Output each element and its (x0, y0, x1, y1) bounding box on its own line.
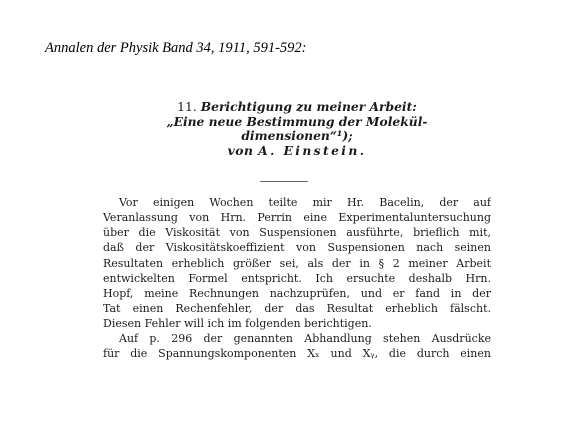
body-line: Resultaten erheblich größer sei, als der in § 2 meiner Arbeit (103, 256, 491, 270)
author-prefix: von (227, 142, 254, 158)
title-line-1 (100, 100, 494, 115)
title-line-3: dimensionen“¹); (241, 128, 353, 143)
body-line: Vor einigen Wochen teilte mir Hr. Bacelin, der auf (119, 196, 491, 209)
author-name: A. Einstein. (258, 142, 367, 158)
body-line: Auf p. 296 der genannten Abhandlung stehen Ausdrücke (119, 332, 491, 346)
body-line: Diesen Fehler will ich im folgenden berichtigen. (103, 317, 372, 331)
citation-header: Annalen der Physik Band 34, 1911, 591-592: (45, 40, 307, 56)
body-line: entwickelten Formel entspricht. Ich ersuchte deshalb Hrn. (103, 271, 491, 285)
article-number: 11. (177, 100, 197, 114)
body-line: Tat einen Rechenfehler, der das Resultat erheblich fälscht. (103, 301, 491, 315)
title-text-1: Berichtigung zu meiner Arbeit: (200, 99, 417, 114)
author-line (100, 144, 494, 159)
body-text (103, 195, 491, 362)
separator-rule (260, 181, 308, 182)
article-title (100, 100, 494, 158)
body-line: über die Viskosität von Suspensionen ausführte, brieflich mit, (103, 226, 491, 240)
body-line: Hopf, meine Rechnungen nachzuprüfen, und er fand in der (103, 286, 491, 300)
title-line-2: „Eine neue Bestimmung der Molekül- (166, 113, 428, 129)
body-line: daß der Viskositätskoeffizient von Suspensionen nach seinen (103, 241, 491, 255)
body-line: für die Spannungskomponenten Xₓ und Xᵧ, die durch einen (103, 347, 491, 361)
body-line: Veranlassung von Hrn. Perrin eine Experimentaluntersuchung (103, 211, 491, 225)
